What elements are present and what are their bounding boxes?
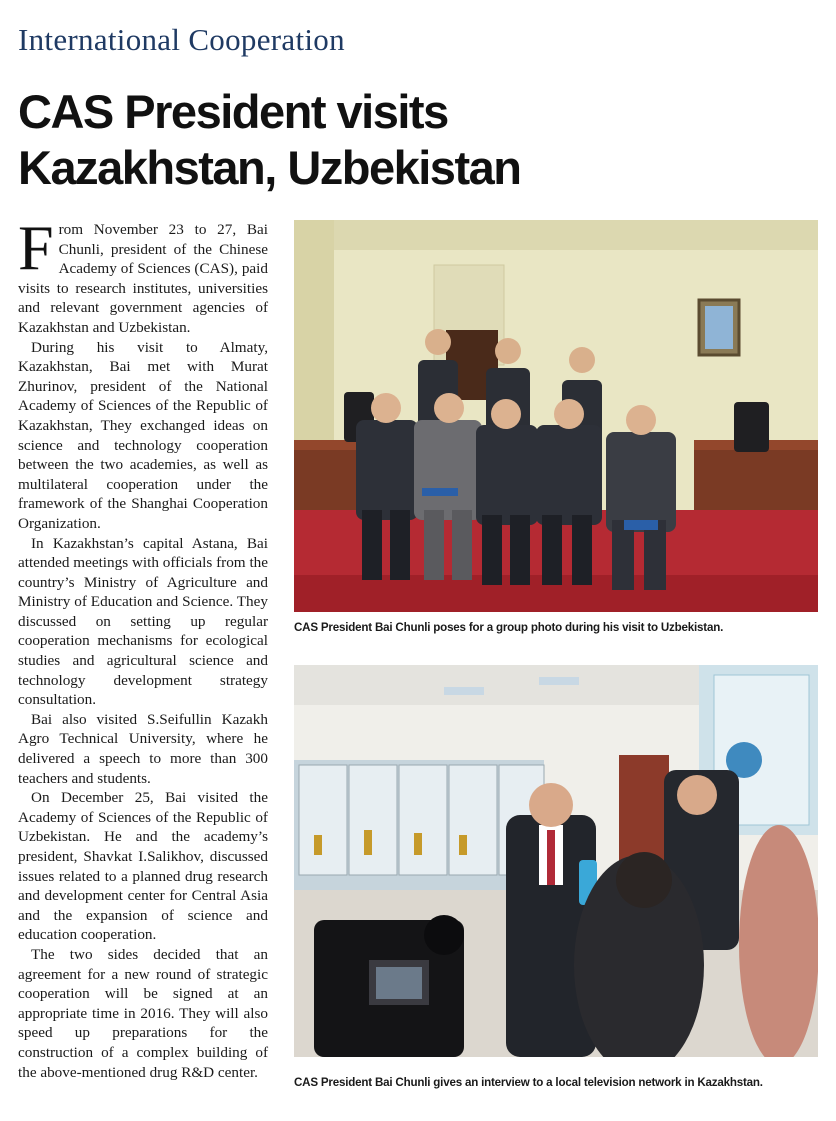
photo-caption: CAS President Bai Chunli gives an interview to a local television network in Kazakhstan. bbox=[294, 1076, 763, 1089]
article-paragraph: During his visit to Almaty, Kazakhstan, Bai met with Murat Zhurinov, president of the National Academy of Sciences of the Republic of Kazakhstan, They exchanged ideas on science and technology cooperation between the two academies, as well as multilateral cooperation under the framework of the Shanghai Cooperation Organization. bbox=[18, 338, 268, 532]
headline-line-2: Kazakhstan, Uzbekistan bbox=[18, 141, 521, 194]
drop-cap: F bbox=[18, 212, 54, 283]
article-paragraph bbox=[18, 212, 268, 338]
article-paragraph: The two sides decided that an agreement for a new round of strategic cooperation will be signed at an appropriate time in 2016. They will also speed up preparations for the construction of a complex building of the above-mentioned drug R&D center. bbox=[18, 945, 268, 1081]
article-paragraph: Bai also visited S.Seifullin Kazakh Agro Technical University, where he delivered a speech to more than 300 teachers and students. bbox=[18, 710, 268, 787]
headline-line-1: CAS President visits bbox=[18, 85, 448, 138]
headline bbox=[18, 84, 818, 196]
article-paragraph: On December 25, Bai visited the Academy of Sciences of the Republic of Uzbekistan. He and the academy’s president, Shavkat I.Salikhov, discussed issues related to a planned drug research and development center for Central Asia and the expansion of science and education cooperation. bbox=[18, 789, 268, 944]
group-photo-image bbox=[294, 220, 818, 612]
interview-photo bbox=[294, 665, 818, 1057]
section-label: International Cooperation bbox=[18, 22, 345, 57]
article-paragraph: In Kazakhstan’s capital Astana, Bai attended meetings with officials from the country’s Ministry of Agriculture and Ministry of Education and Science. They discussed on setting up regular cooperation mechanisms for ecological studies and agricultural science and technology development strategy consultation. bbox=[18, 534, 268, 709]
group-photo bbox=[294, 220, 818, 612]
article-body bbox=[18, 212, 268, 1100]
interview-photo-image bbox=[294, 665, 818, 1057]
article-paragraph-text: rom November 23 to 27, Bai Chunli, president of the Chinese Academy of Sciences (CAS), paid visits to research institutes, universities and relevant government agencies of Kazakhstan and Uzbekistan. bbox=[18, 221, 268, 336]
photo-caption: CAS President Bai Chunli poses for a group photo during his visit to Uzbekistan. bbox=[294, 621, 724, 634]
